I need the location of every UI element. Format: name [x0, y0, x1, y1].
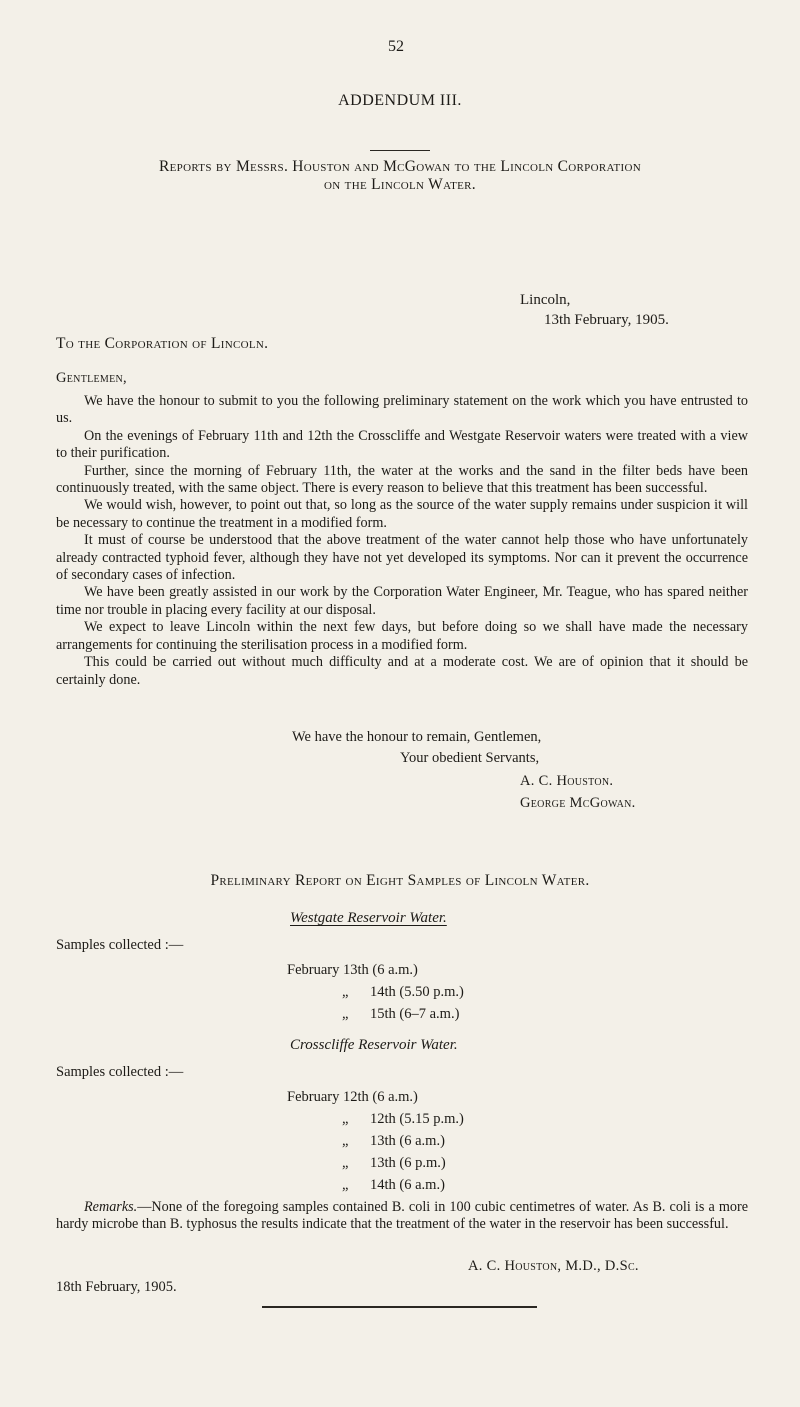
sample-text: 14th (6 a.m.) [370, 1177, 445, 1193]
addendum-title: ADDENDUM III. [338, 92, 462, 109]
divider-rule [370, 150, 430, 151]
reports-heading-line1: Reports by Messrs. Houston and McGowan to the Lincoln Corporation [159, 158, 641, 175]
letter-paragraph: Further, since the morning of February 11th, the water at the works and the sand in the filter beds have been continuously treated, with the same object. There is every reason to believe that this treatment has been successful. [56, 462, 748, 497]
closing-line-2: Your obedient Servants, [400, 750, 540, 766]
letter-paragraph: We expect to leave Lincoln within the next few days, but before doing so we shall have made the necessary arrangements for continuing the sterilisation process in a modified form. [56, 619, 748, 653]
ditto-mark: „ [342, 1006, 349, 1022]
letter-addressee: To the Corporation of Lincoln. [56, 335, 269, 352]
preliminary-report-heading: Preliminary Report on Eight Samples of Lincoln Water. [210, 872, 590, 889]
closing-line-1: We have the honour to remain, Gentlemen, [292, 729, 542, 745]
remarks-paragraph [56, 1199, 748, 1234]
sample-text: 13th (6 a.m.) [370, 1133, 445, 1149]
report-date: 18th February, 1905. [56, 1279, 177, 1295]
report-author: A. C. Houston, M.D., D.Sc. [468, 1258, 639, 1274]
crosscliffe-title: Crosscliffe Reservoir Water. [290, 1037, 458, 1053]
footer-rule [262, 1306, 537, 1308]
crosscliffe-sample [342, 1177, 445, 1194]
crosscliffe-collected-label: Samples collected :— [56, 1064, 184, 1080]
westgate-sample [342, 1006, 459, 1023]
signatory-houston: A. C. Houston. [520, 773, 614, 789]
letter-body [56, 393, 748, 689]
remarks-label: Remarks. [84, 1199, 138, 1215]
signatory-mcgowan: George McGowan. [520, 795, 636, 811]
crosscliffe-sample [342, 1133, 445, 1150]
westgate-title: Westgate Reservoir Water. [290, 910, 447, 926]
sample-text: 12th (6 a.m.) [342, 1089, 418, 1105]
letter-paragraph: We would wish, however, to point out that, so long as the source of the water supply remains under suspicion it will be necessary to continue the treatment in a modified form. [56, 497, 748, 531]
reports-heading-line2: on the Lincoln Water. [324, 176, 476, 193]
westgate-collected-label: Samples collected :— [56, 937, 184, 953]
crosscliffe-sample [342, 1155, 446, 1172]
sample-prefix: February [287, 962, 340, 978]
crosscliffe-sample [287, 1089, 418, 1106]
westgate-sample [287, 962, 418, 979]
sample-text: 13th (6 p.m.) [370, 1155, 446, 1171]
letter-place: Lincoln, [520, 292, 571, 308]
letter-date: 13th February, 1905. [544, 312, 669, 328]
westgate-sample [342, 984, 464, 1001]
letter-salutation: Gentlemen, [56, 370, 127, 386]
ditto-mark: „ [342, 1133, 349, 1149]
ditto-mark: „ [342, 1111, 349, 1127]
ditto-mark: „ [342, 1177, 349, 1193]
letter-paragraph: We have the honour to submit to you the following preliminary statement on the work which you have entrusted to us. [56, 393, 748, 427]
letter-paragraph: This could be carried out without much difficulty and at a moderate cost. We are of opinion that it should be certainly done. [56, 654, 748, 688]
page-number: 52 [388, 38, 404, 55]
letter-paragraph: On the evenings of February 11th and 12th the Crosscliffe and Westgate Reservoir waters were treated with a view to their purification. [56, 427, 748, 462]
ditto-mark: „ [342, 984, 349, 1000]
sample-text: 12th (5.15 p.m.) [370, 1111, 464, 1127]
remarks-text: —None of the foregoing samples contained B. coli in 100 cubic centimetres of water. As B. coli is a more hardy microbe than B. typhosus the results indicate that the treatment of the water in the reservoir has been successful. [56, 1199, 748, 1233]
letter-paragraph: We have been greatly assisted in our work by the Corporation Water Engineer, Mr. Teague, who has spared neither time nor trouble in placing every facility at our disposal. [56, 584, 748, 618]
ditto-mark: „ [342, 1155, 349, 1171]
sample-text: 15th (6–7 a.m.) [370, 1006, 460, 1022]
sample-prefix: February [287, 1089, 340, 1105]
crosscliffe-sample [342, 1111, 464, 1128]
sample-text: 14th (5.50 p.m.) [370, 984, 464, 1000]
letter-paragraph: It must of course be understood that the above treatment of the water cannot help those who have unfortunately already contracted typhoid fever, although they have not yet developed its symptoms. Nor can it prevent the occurrence of secondary cases of infection. [56, 532, 748, 584]
sample-text: 13th (6 a.m.) [342, 962, 418, 978]
